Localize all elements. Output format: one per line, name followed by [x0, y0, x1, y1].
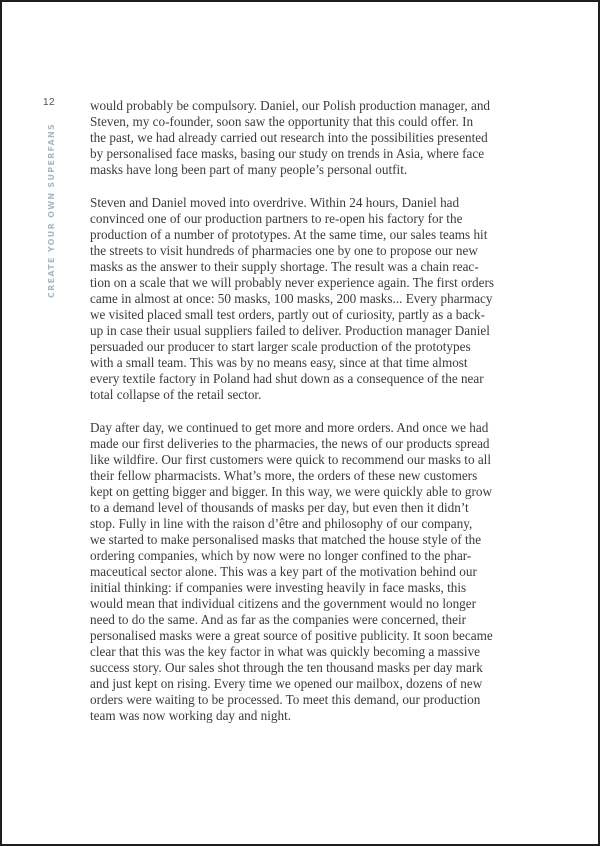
text-line: Steven and Daniel moved into overdrive. Within 24 hours, Daniel had [90, 195, 460, 210]
text-line: total collapse of the retail sector. [90, 387, 262, 402]
body-text [90, 98, 570, 741]
side-label: CREATE YOUR OWN SUPERFANS [47, 122, 56, 298]
text-line: made our first deliveries to the pharmacies, the news of our products spread [90, 436, 490, 451]
text-line: tion on a scale that we will probably never experience again. The first orders [90, 275, 495, 290]
text-line: kept on getting bigger and bigger. In this way, we were quickly able to grow [90, 484, 492, 499]
paragraph [90, 98, 570, 178]
paragraph [90, 195, 570, 403]
text-line: ordering companies, which by now were no longer confined to the phar- [90, 548, 472, 563]
text-line: convinced one of our production partners to re-open his factory for the [90, 211, 463, 226]
paragraph [90, 420, 570, 724]
text-line: masks as the answer to their supply shortage. The result was a chain reac- [90, 259, 479, 274]
text-line: and just kept on rising. Every time we opened our mailbox, dozens of new [90, 676, 483, 691]
text-line: came in almost at once: 50 masks, 100 masks, 200 masks... Every pharmacy [90, 291, 493, 306]
text-line: production of a number of prototypes. At the same time, our sales teams hit [90, 227, 488, 242]
text-line: every textile factory in Poland had shut down as a consequence of the near [90, 371, 484, 386]
text-line: by personalised face masks, basing our study on trends in Asia, where face [90, 146, 485, 161]
text-line: personalised masks were a great source of positive publicity. It soon became [90, 628, 493, 643]
text-line: like wildfire. Our first customers were quick to recommend our masks to all [90, 452, 492, 467]
text-line: we visited placed small test orders, partly out of curiosity, partly as a back- [90, 307, 486, 322]
text-line: clear that this was the key factor in what was quickly becoming a massive [90, 644, 481, 659]
text-line: with a small team. This was by no means easy, since at that time almost [90, 355, 468, 370]
text-line: persuaded our producer to start larger scale production of the prototypes [90, 339, 471, 354]
text-line: their fellow pharmacists. What’s more, the orders of these new customers [90, 468, 478, 483]
text-line: initial thinking: if companies were investing heavily in face masks, this [90, 580, 467, 595]
text-line: maceutical sector alone. This was a key part of the motivation behind our [90, 564, 477, 579]
text-line: we started to make personalised masks that matched the house style of the [90, 532, 482, 547]
text-line: success story. Our sales shot through the ten thousand masks per day mark [90, 660, 483, 675]
text-line: to a demand level of thousands of masks per day, but even then it didn’t [90, 500, 469, 515]
page-number: 12 [43, 97, 56, 108]
text-line: Steven, my co-founder, soon saw the opportunity that this could offer. In [90, 114, 474, 129]
text-line: stop. Fully in line with the raison d’être and philosophy of our company, [90, 516, 473, 531]
text-line: masks have long been part of many people’s personal outfit. [90, 162, 408, 177]
text-line: the past, we had already carried out research into the possibilities presented [90, 130, 488, 145]
text-line: the streets to visit hundreds of pharmacies one by one to propose our new [90, 243, 478, 258]
text-line: would probably be compulsory. Daniel, our Polish production manager, and [90, 98, 491, 113]
text-line: Day after day, we continued to get more and more orders. And once we had [90, 420, 489, 435]
text-line: up in case their usual suppliers failed to deliver. Production manager Daniel [90, 323, 490, 338]
text-line: orders were waiting to be processed. To meet this demand, our production [90, 692, 481, 707]
text-line: would mean that individual citizens and the government would no longer [90, 596, 477, 611]
text-line: team was now working day and night. [90, 708, 292, 723]
text-line: need to do the same. And as far as the companies were concerned, their [90, 612, 467, 627]
